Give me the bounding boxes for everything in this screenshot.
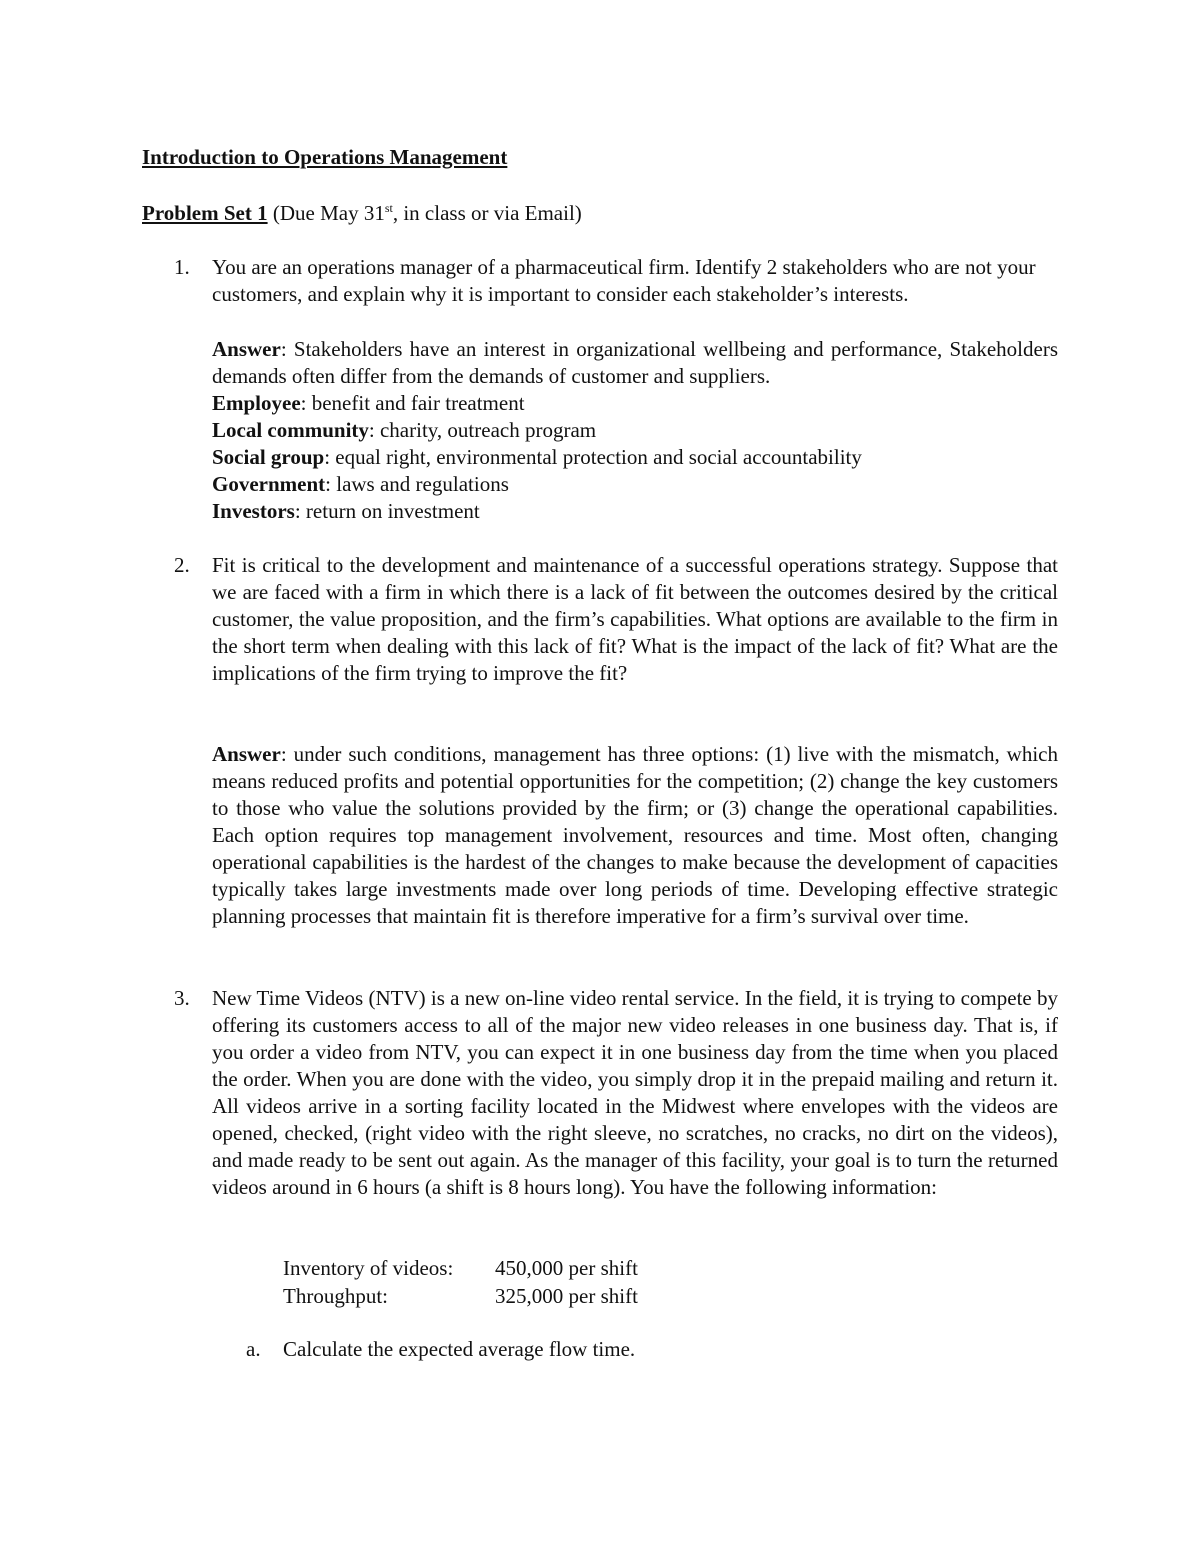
stakeholder-employee	[212, 390, 1058, 417]
stakeholder-label: Local community	[212, 418, 369, 442]
problem-set-line	[142, 200, 582, 227]
facility-info-table	[283, 1255, 638, 1311]
question-1	[174, 254, 1058, 308]
info-label: Inventory of videos:	[283, 1256, 454, 1280]
info-row-throughput	[283, 1283, 638, 1311]
due-date-suffix: , in class or via Email)	[392, 201, 582, 225]
stakeholder-text: : equal right, environmental protection and social accountability	[324, 445, 862, 469]
sub-question-letter: a.	[246, 1337, 261, 1361]
stakeholder-government	[212, 471, 1058, 498]
question-text: You are an operations manager of a pharmaceutical firm. Identify 2 stakeholders who are not your customers, and explain why it is important to consider each stakeholder’s interests.	[212, 255, 1036, 306]
document-title: Introduction to Operations Management	[142, 145, 508, 169]
question-number: 2.	[174, 553, 190, 577]
stakeholder-label: Government	[212, 472, 326, 496]
stakeholder-label: Investors	[212, 499, 295, 523]
stakeholder-text: : benefit and fair treatment	[300, 391, 525, 415]
question-3a	[246, 1336, 636, 1363]
info-value: 450,000 per shift	[495, 1256, 638, 1280]
due-date-superscript: st	[384, 201, 393, 215]
answer-label: Answer	[212, 742, 281, 766]
question-text: New Time Videos (NTV) is a new on-line video rental service. In the field, it is trying to compete by offering its customers access to all of the major new video releases in one business day. That is, if you order a video from NTV, you can expect it in one business day from the time when you placed the order. When you are done with the video, you simply drop it in the prepaid mailing and return it. All videos arrive in a sorting facility located in the Midwest where envelopes with the videos are opened, checked, (right video with the right sleeve, no scratches, no cracks, no dirt on the videos), and made ready to be sent out again. As the manager of this facility, your goal is to turn the returned videos around in 6 hours (a shift is 8 hours long). You have the following information:	[212, 986, 1058, 1199]
problem-set-title: Problem Set 1	[142, 201, 268, 225]
question-number: 1.	[174, 255, 190, 279]
stakeholder-social-group	[212, 444, 1058, 471]
info-label: Throughput:	[283, 1284, 388, 1308]
answer-label: Answer	[212, 337, 281, 361]
info-value: 325,000 per shift	[495, 1284, 638, 1308]
answer-paragraph	[212, 336, 1058, 390]
due-date-prefix: (Due May 31	[267, 201, 385, 225]
answer-paragraph	[212, 741, 1058, 930]
answer-2	[212, 741, 1058, 930]
stakeholder-text: : laws and regulations	[325, 472, 509, 496]
stakeholder-label: Employee	[212, 391, 301, 415]
stakeholder-text: : charity, outreach program	[368, 418, 597, 442]
info-row-inventory	[283, 1255, 638, 1283]
stakeholder-local-community	[212, 417, 1058, 444]
answer-1	[212, 336, 1058, 525]
question-number: 3.	[174, 986, 190, 1010]
stakeholder-text: : return on investment	[294, 499, 480, 523]
question-text: Fit is critical to the development and maintenance of a successful operations strategy. Suppose that we are faced with a firm in which there is a lack of fit between the outcomes desired by the critical customer, the value proposition, and the firm’s capabilities. What options are available to the firm in the short term when dealing with this lack of fit? What is the impact of the lack of fit? What are the implications of the firm trying to improve the fit?	[212, 553, 1058, 685]
stakeholder-label: Social group	[212, 445, 325, 469]
question-2	[174, 552, 1058, 687]
stakeholder-investors	[212, 498, 1058, 525]
question-3	[174, 985, 1058, 1201]
sub-question-text: Calculate the expected average flow time.	[283, 1337, 636, 1361]
answer-text: : Stakeholders have an interest in organizational wellbeing and performance, Stakeholders demands often differ from the demands of customer and suppliers.	[212, 337, 1058, 388]
answer-text: : under such conditions, management has three options: (1) live with the mismatch, which means reduced profits and potential opportunities for the competition; (2) change the key customers to those who value the solutions provided by the firm; or (3) change the operational capabilities. Each option requires top management involvement, resources and time. Most often, changing operational capabilities is the hardest of the changes to make because the development of capacities typically takes large investments made over long periods of time. Developing effective strategic planning processes that maintain fit is therefore imperative for a firm’s survival over time.	[212, 742, 1058, 928]
